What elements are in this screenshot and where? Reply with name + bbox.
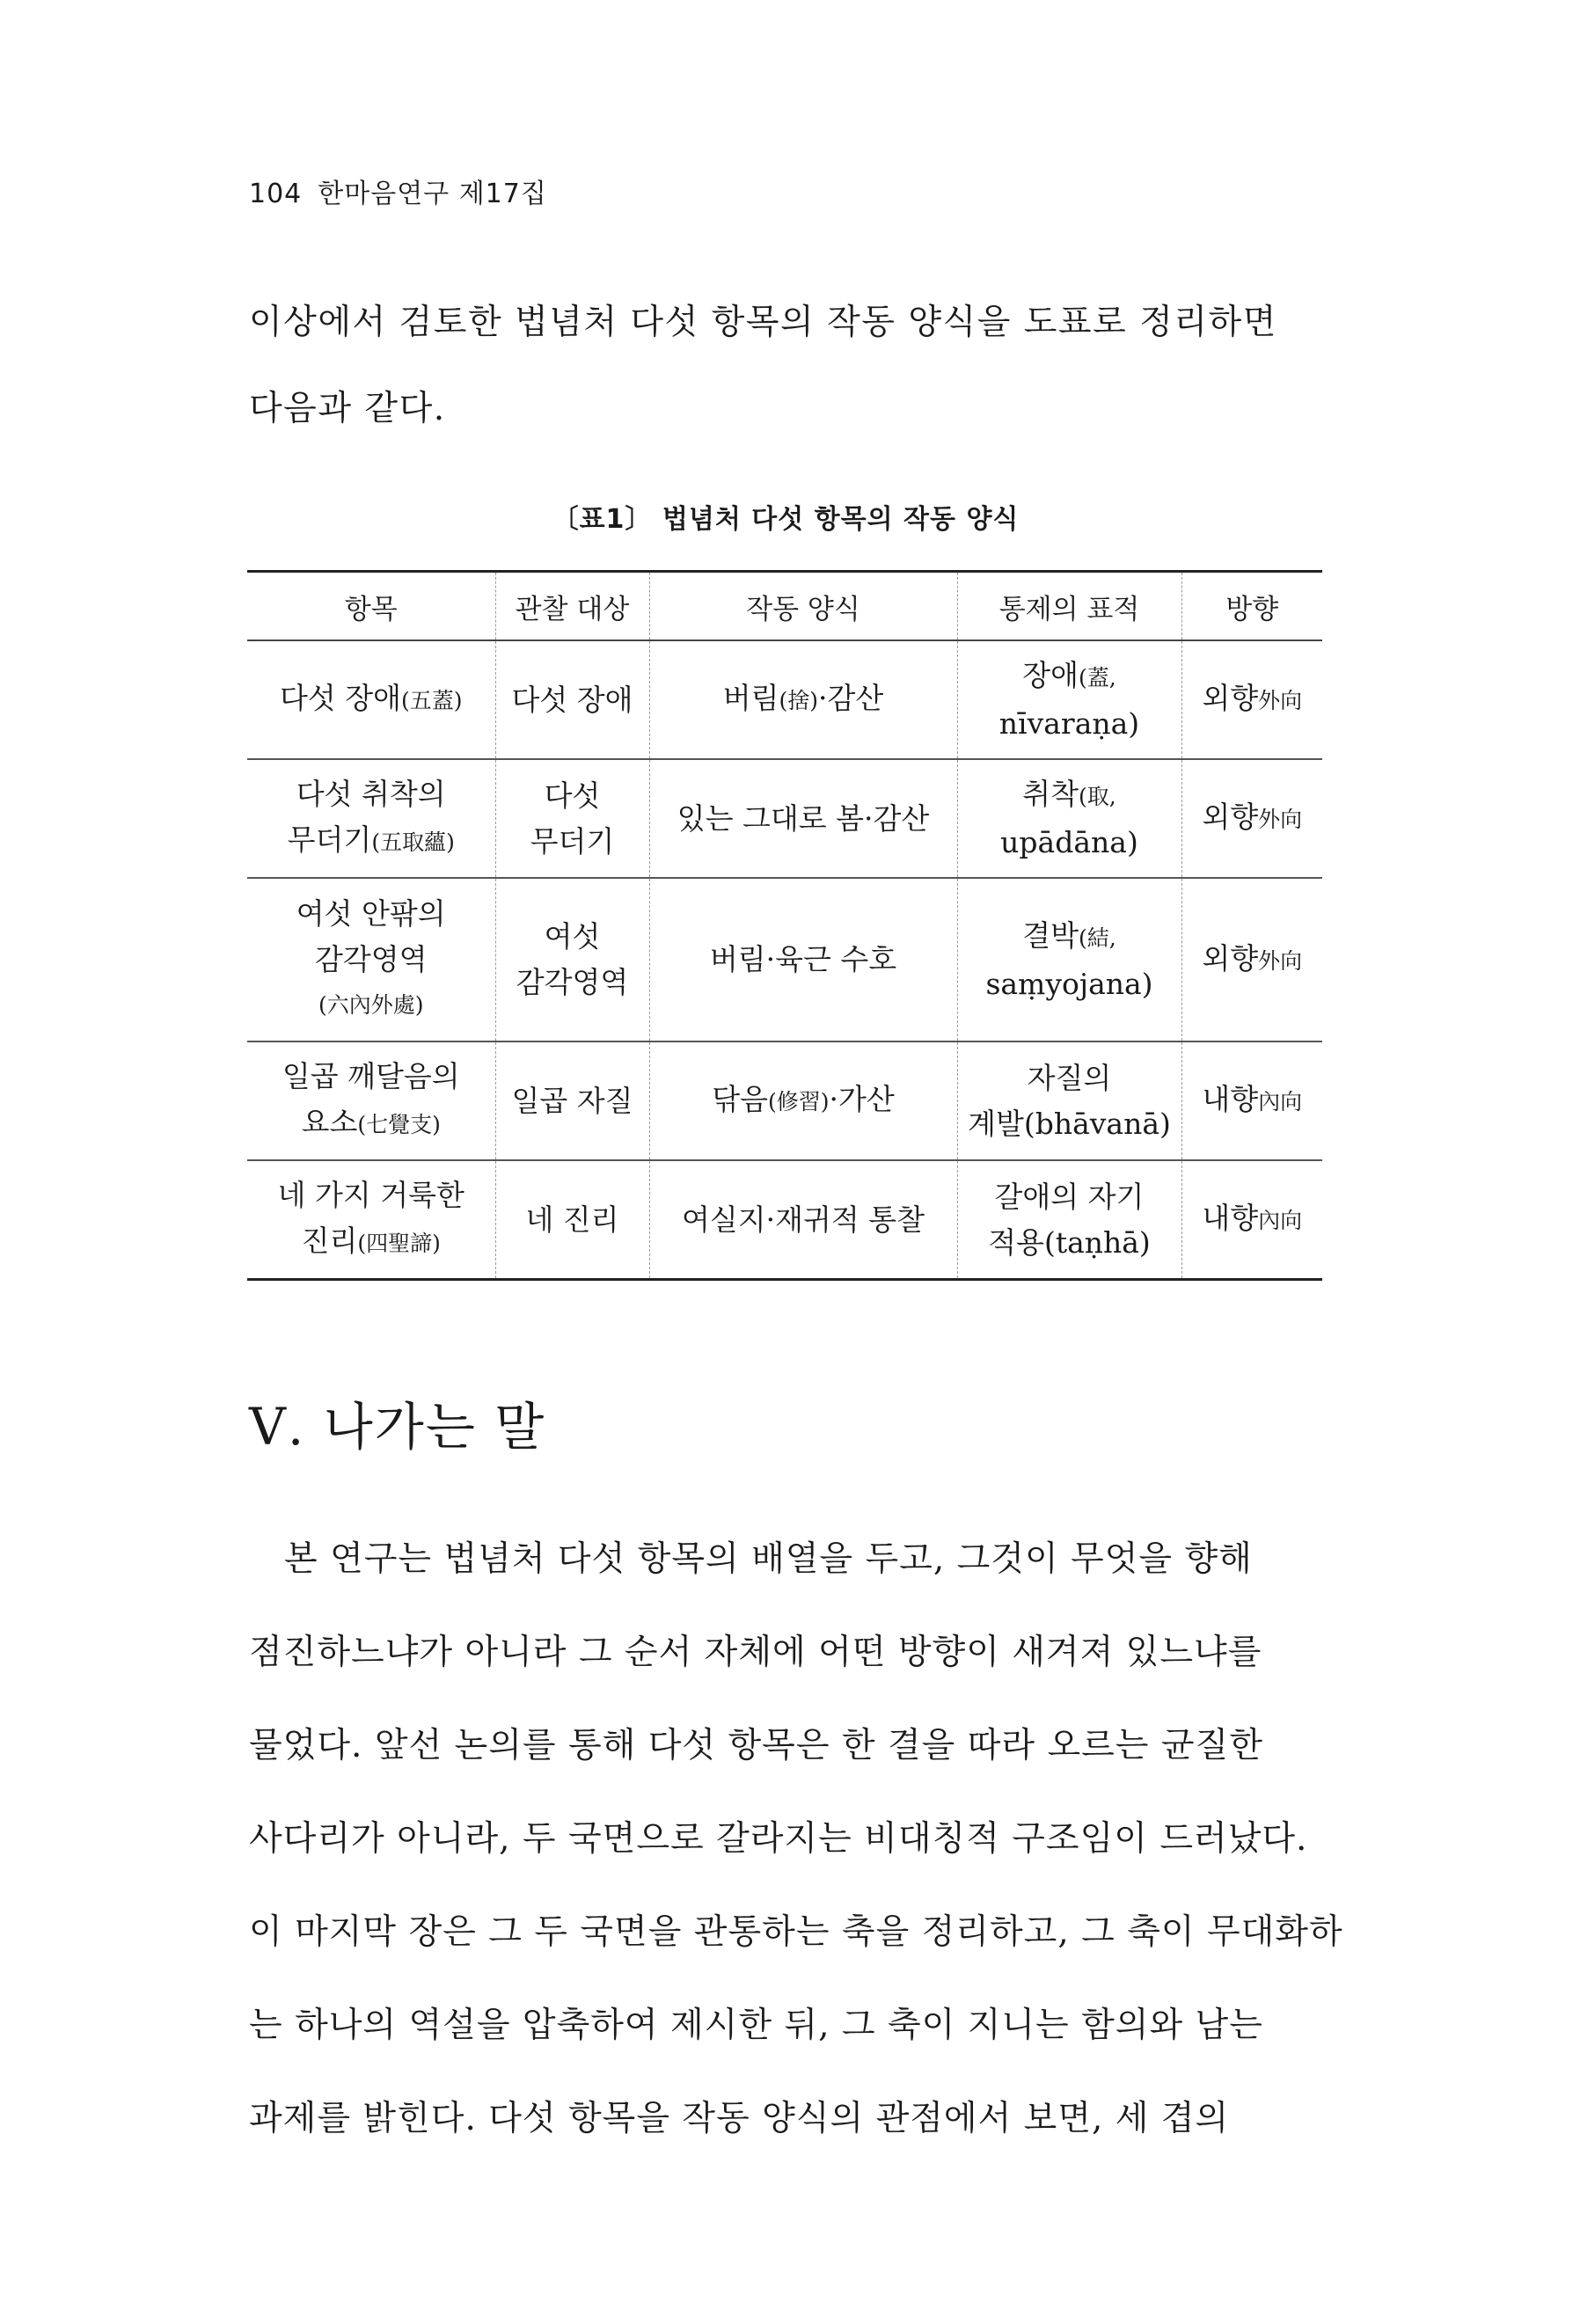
body-line: 물었다. 앞선 논의를 통해 다섯 항목은 한 결을 따라 오르는 균질한 — [249, 1726, 1263, 1765]
header-object: 관찰 대상 — [495, 572, 649, 641]
header-item: 항목 — [247, 572, 495, 641]
cell-object: 여섯 감각영역 — [495, 878, 649, 1041]
cell-mode: 있는 그대로 봄·감산 — [649, 759, 957, 878]
intro-line: 다음과 같다. — [249, 389, 446, 428]
cell-item: 다섯 취착의 무더기(五取蘊) — [247, 759, 495, 878]
cell-mode: 여실지·재귀적 통찰 — [649, 1160, 957, 1280]
table-header-row — [247, 572, 1322, 641]
section-heading: Ⅴ. 나가는 말 — [249, 1397, 546, 1457]
body-line: 사다리가 아니라, 두 국면으로 갈라지는 비대칭적 구조임이 드러났다. — [249, 1819, 1308, 1859]
header-direction: 방향 — [1225, 593, 1279, 625]
cell-object: 일곱 자질 — [495, 1041, 649, 1160]
cell-target: 갈애의 자기 적용(taṇhā) — [957, 1160, 1181, 1280]
cell-object: 다섯 장애 — [495, 640, 649, 759]
cell-item: 여섯 안팎의 감각영역 (六內外處) — [247, 878, 495, 1041]
cell-object: 다섯 무더기 — [495, 759, 649, 878]
table-row — [247, 759, 1322, 878]
page-number: 104 — [249, 179, 303, 209]
body-line: 는 하나의 역설을 압축하여 제시한 뒤, 그 축이 지니는 함의와 남는 — [249, 2006, 1263, 2045]
cell-direction: 내향內向 — [1202, 1082, 1303, 1116]
cell-direction: 내향內向 — [1202, 1201, 1303, 1235]
table-row — [247, 640, 1322, 759]
cell-direction: 외향外向 — [1202, 800, 1303, 834]
journal-title: 한마음연구 제17집 — [318, 179, 547, 209]
header-mode: 작동 양식 — [649, 572, 957, 641]
intro-line: 이상에서 검토한 법념처 다섯 항목의 작동 양식을 도표로 정리하면 — [249, 303, 1277, 342]
table-row — [247, 1160, 1322, 1280]
cell-direction: 외향外向 — [1202, 681, 1303, 715]
cell-item: 다섯 장애(五蓋) — [247, 640, 495, 759]
table-caption: 〔표1〕 법념처 다섯 항목의 작동 양식 — [552, 504, 1020, 535]
cell-target: 자질의 계발(bhāvanā) — [957, 1041, 1181, 1160]
intro-paragraph — [249, 280, 1322, 452]
body-line: 과제를 밝힌다. 다섯 항목을 작동 양식의 관점에서 보면, 세 겹의 — [249, 2099, 1230, 2138]
cell-item: 일곱 깨달음의 요소(七覺支) — [247, 1041, 495, 1160]
cell-mode: 닦음(修習)·가산 — [649, 1041, 957, 1160]
header-target: 통제의 표적 — [957, 572, 1181, 641]
body-line: 이 마지막 장은 그 두 국면을 관통하는 축을 정리하고, 그 축이 무대화하 — [249, 1912, 1343, 1952]
table-row — [247, 878, 1322, 1041]
cell-target: 취착(取, upādāna) — [957, 759, 1181, 878]
cell-target: 결박(結, saṃyojana) — [957, 878, 1181, 1041]
cell-mode: 버림·육근 수호 — [649, 878, 957, 1041]
body-line: 점진하느냐가 아니라 그 순서 자체에 어떤 방향이 새겨져 있느냐를 — [249, 1633, 1262, 1672]
cell-direction: 외향外向 — [1202, 940, 1303, 976]
table-row — [247, 1041, 1322, 1160]
modes-table — [247, 570, 1322, 1281]
body-line: 본 연구는 법념처 다섯 항목의 배열을 두고, 그것이 무엇을 향해 — [249, 1539, 1253, 1579]
cell-item: 네 가지 거룩한 진리(四聖諦) — [247, 1160, 495, 1280]
body-paragraph — [249, 1513, 1343, 2166]
cell-object: 네 진리 — [495, 1160, 649, 1280]
running-head — [249, 172, 547, 210]
cell-target: 장애(蓋, nīvaraṇa) — [957, 640, 1181, 759]
cell-mode: 버림(捨)·감산 — [649, 640, 957, 759]
